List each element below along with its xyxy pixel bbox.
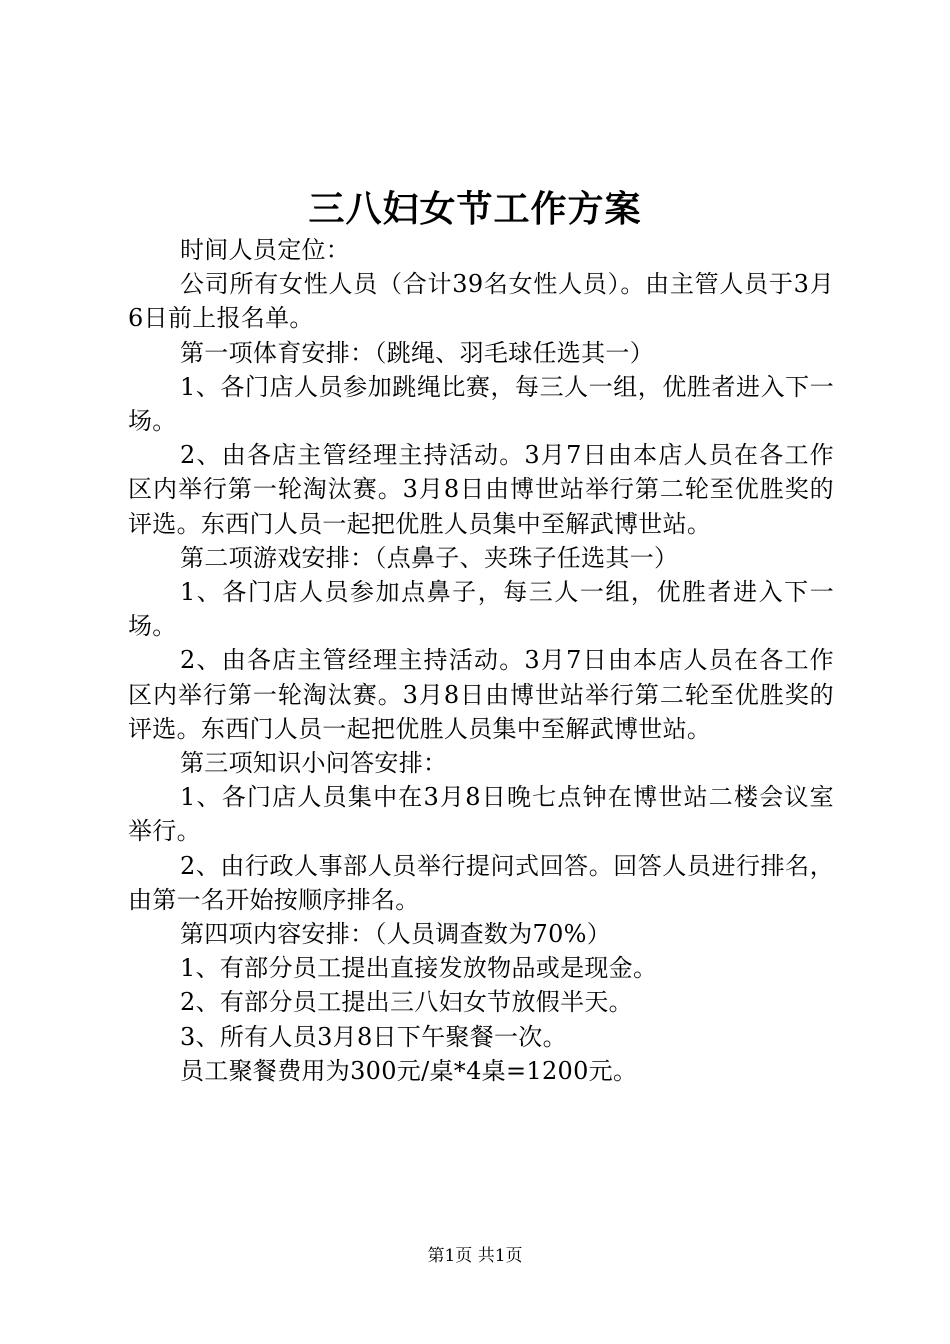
paragraph-quiz-item-2: 2、由行政人事部人员举行提问式回答。回答人员进行排名，由第一名开始按顺序排名。: [128, 851, 834, 914]
paragraph-time-personnel: 时间人员定位：: [180, 236, 351, 264]
paragraph-sports-item-2: 2、由各店主管经理主持活动。3月7日由本店人员在各工作区内举行第一轮淘汰赛。3月8日由博世站举行第二轮至优胜奖的评选。东西门人员一起把优胜人员集中至解武博世站。: [128, 441, 834, 538]
paragraph-content-item-2: 2、有部分员工提出三八妇女节放假半天。: [180, 988, 633, 1017]
paragraph-personnel-detail: 公司所有女性人员（合计39名女性人员）。由主管人员于3月6日前上报名单。: [128, 270, 834, 333]
paragraph-sports-heading: 第一项体育安排：（跳绳、羽毛球任选其一）: [180, 338, 654, 367]
document-body: [128, 233, 834, 1088]
page-number-footer: 第1页 共1页: [427, 1246, 523, 1266]
paragraph-quiz-heading: 第三项知识小问答安排：: [180, 749, 448, 778]
paragraph-sports-item-1: 1、各门店人员参加跳绳比赛，每三人一组，优胜者进入下一场。: [128, 372, 834, 436]
paragraph-content-item-3: 3、所有人员3月8日下午聚餐一次。: [180, 1022, 567, 1051]
paragraph-games-heading: 第二项游戏安排：（点鼻子、夹珠子任选其一）: [180, 543, 679, 572]
document-title: 三八妇女节工作方案: [308, 188, 642, 230]
paragraph-quiz-item-1: 1、各门店人员集中在3月8日晚七点钟在博世站二楼会议室举行。: [128, 783, 834, 846]
paragraph-games-item-1: 1、各门店人员参加点鼻子，每三人一组，优胜者进入下一场。: [128, 578, 834, 641]
paragraph-dinner-cost: 员工聚餐费用为300元/桌*4桌=1200元。: [180, 1056, 638, 1085]
paragraph-games-item-2: 2、由各店主管经理主持活动。3月7日由本店人员在各工作区内举行第一轮淘汰赛。3月8日由博世站举行第二轮至优胜奖的评选。东西门人员一起把优胜人员集中至解武博世站。: [128, 646, 834, 743]
paragraph-content-heading: 第四项内容安排：（人员调查数为70%）: [180, 920, 612, 949]
paragraph-content-item-1: 1、有部分员工提出直接发放物品或是现金。: [180, 954, 658, 983]
